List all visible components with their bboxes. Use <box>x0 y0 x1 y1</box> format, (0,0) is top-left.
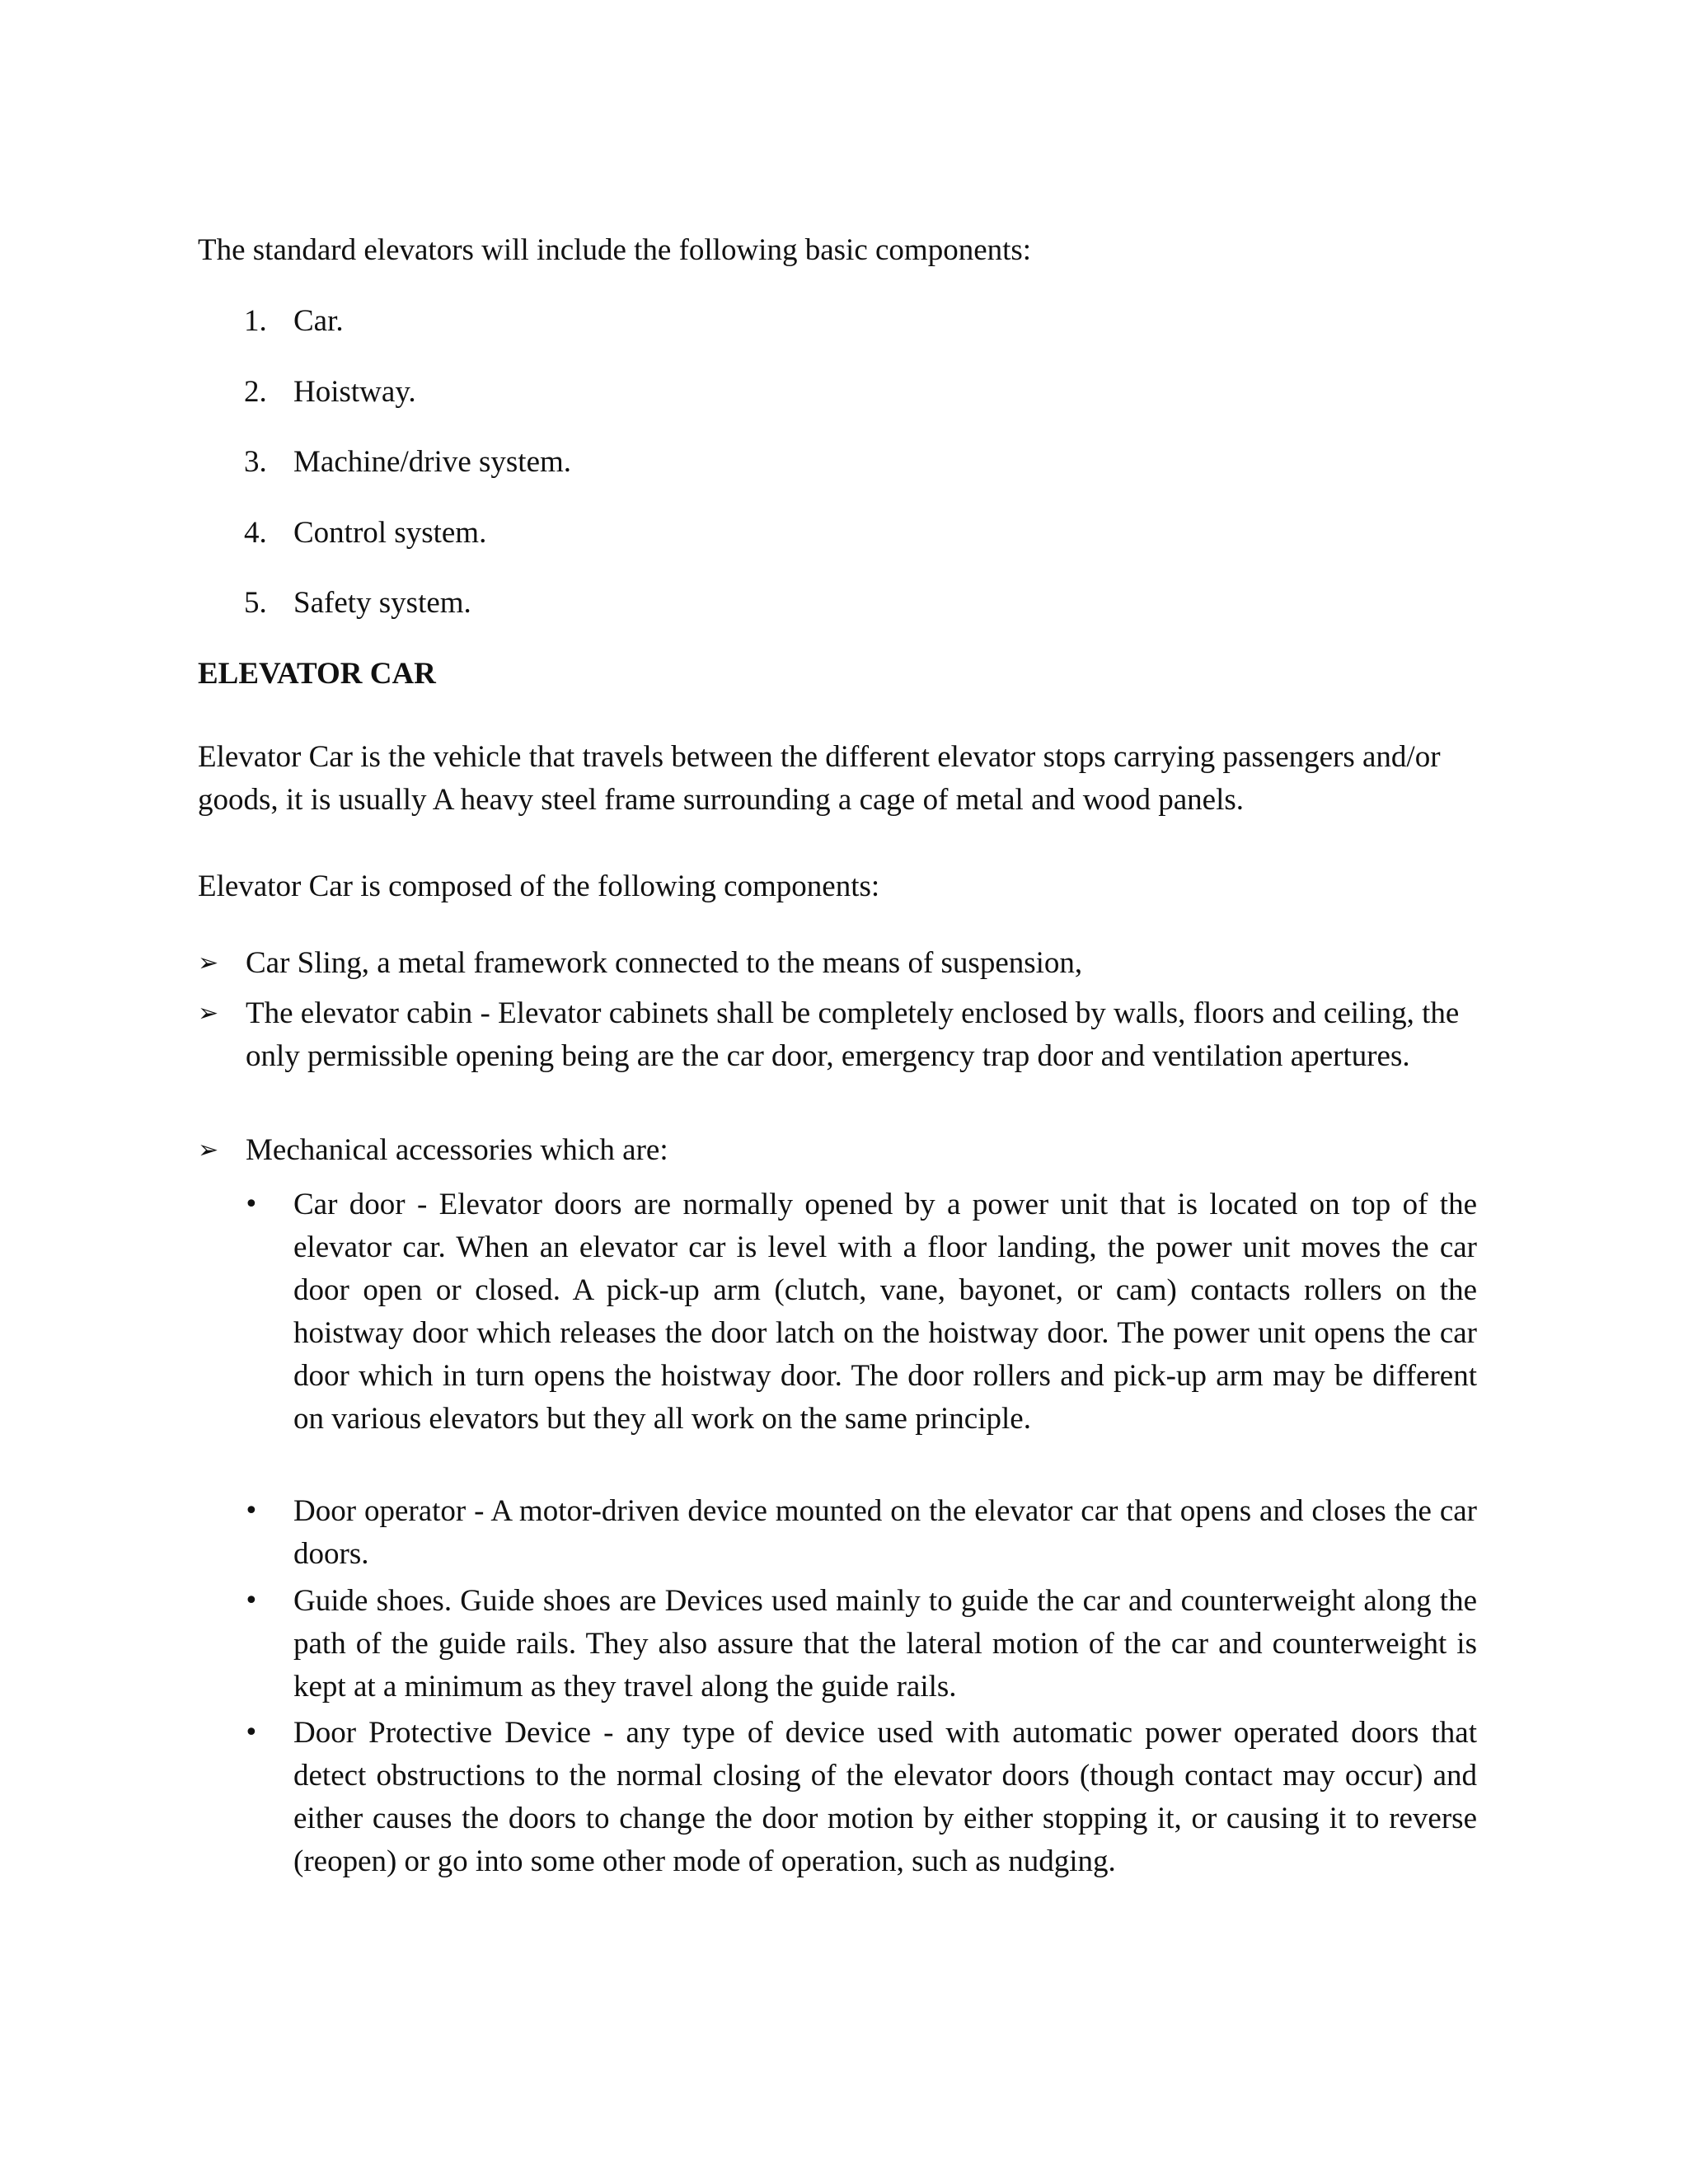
list-label: Hoistway. <box>293 375 416 409</box>
component-list-item <box>244 441 571 484</box>
list-label: Car. <box>293 304 344 338</box>
component-list-item <box>244 512 486 555</box>
bullet-dot-icon: • <box>244 1190 259 1219</box>
list-number: 2. <box>244 375 267 409</box>
part-list-item <box>198 1129 1484 1172</box>
bullet-dot-icon: • <box>244 1497 259 1526</box>
intro-paragraph: The standard elevators will include the following basic components: <box>198 233 1032 267</box>
part-text: Mechanical accessories which are: <box>246 1133 668 1167</box>
list-label: Control system. <box>293 516 487 550</box>
accessory-list-item <box>244 1712 1480 1883</box>
definition-paragraph: Elevator Car is the vehicle that travels between the different elevator stops carrying passengers and/or goods, it is usually A heavy steel frame surrounding a cage of metal and wood panels. <box>198 740 1441 817</box>
bullet-dot-icon: • <box>244 1586 259 1615</box>
component-list-item <box>244 582 471 625</box>
part-text: Car Sling, a metal framework connected to the means of suspension, <box>246 946 1083 980</box>
part-list-item <box>198 992 1484 1078</box>
arrow-bullet-icon: ➢ <box>198 1136 219 1165</box>
arrow-bullet-icon: ➢ <box>198 949 219 977</box>
accessory-text: Door operator - A motor-driven device mounted on the elevator car that opens and closes the car doors. <box>293 1494 1477 1571</box>
list-label: Safety system. <box>293 586 471 620</box>
list-number: 3. <box>244 445 267 479</box>
accessory-list-item <box>244 1580 1480 1708</box>
arrow-bullet-icon: ➢ <box>198 999 219 1028</box>
accessory-text: Door Protective Device - any type of device used with automatic power operated doors that detect obstructions to the normal closing of the elevator doors (though contact may occur) and either causes the doors to change the door motion by either stopping it, or causing it to reverse (reopen) or go into some other mode of operation, such as nudging. <box>293 1716 1477 1878</box>
accessory-text: Guide shoes. Guide shoes are Devices used mainly to guide the car and counterweight along the path of the guide rails. They also assure that the lateral motion of the car and counterweight is kept at a minimum as they travel along the guide rails. <box>293 1584 1477 1704</box>
list-number: 1. <box>244 304 267 338</box>
accessory-list-item <box>244 1183 1480 1441</box>
part-list-item <box>198 942 1484 985</box>
accessory-list-item <box>244 1490 1480 1576</box>
composed-of-paragraph: Elevator Car is composed of the following components: <box>198 869 880 903</box>
component-list-item <box>244 300 344 343</box>
list-number: 4. <box>244 516 267 550</box>
section-heading: ELEVATOR CAR <box>198 657 436 691</box>
list-label: Machine/drive system. <box>293 445 572 479</box>
component-list-item <box>244 371 416 414</box>
accessory-text: Car door - Elevator doors are normally opened by a power unit that is located on top of the elevator car. When an elevator car is level with a floor landing, the power unit moves the car door open or closed. A pick-up arm (clutch, vane, bayonet, or cam) contacts rollers on the hoistway door which releases the door latch on the hoistway door. The power unit opens the car door which in turn opens the hoistway door. The door rollers and pick-up arm may be different on various elevators but they all work on the same principle. <box>293 1188 1477 1436</box>
list-number: 5. <box>244 586 267 620</box>
part-text: The elevator cabin - Elevator cabinets shall be completely enclosed by walls, floors and ceiling, the only permissible opening being are the car door, emergency trap door and ventilation apertures. <box>246 996 1460 1073</box>
bullet-dot-icon: • <box>244 1718 259 1747</box>
